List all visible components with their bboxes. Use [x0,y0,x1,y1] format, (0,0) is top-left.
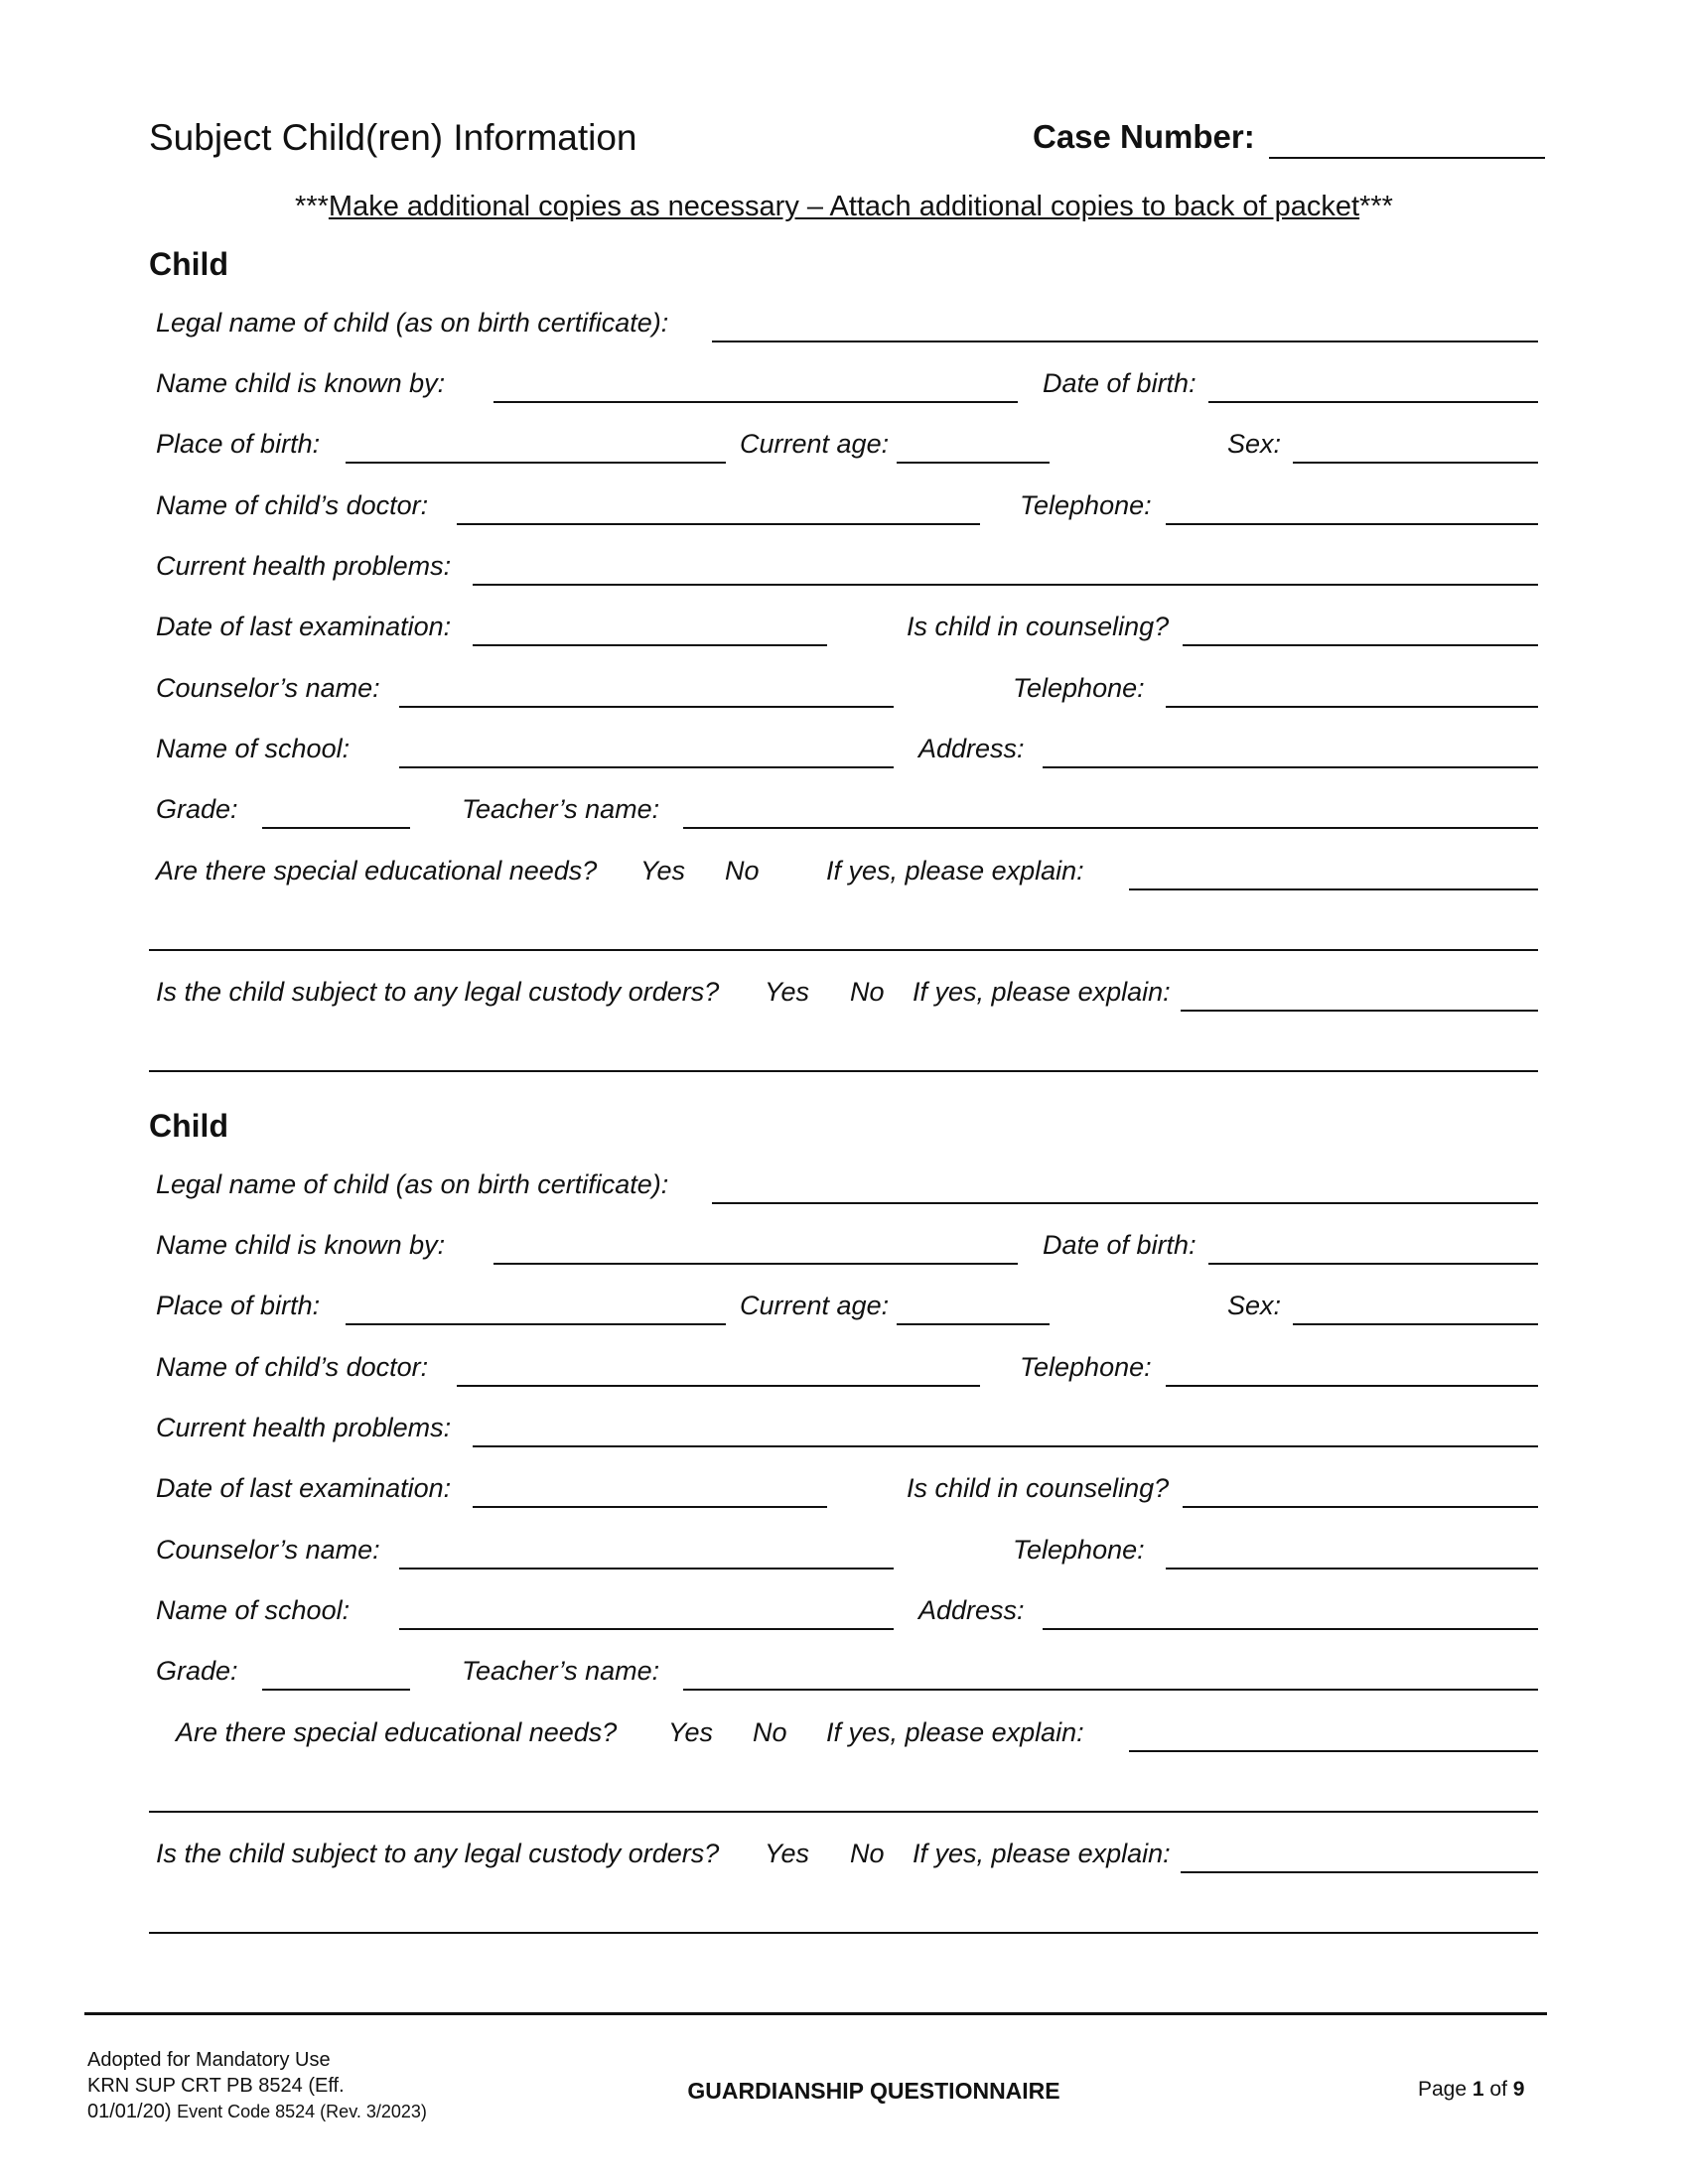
label-custody-yes[interactable]: Yes [765,977,810,1007]
page-number: Page 1 of 9 [1418,2078,1525,2101]
fill-in-line[interactable] [399,706,894,708]
fill-in-line[interactable] [149,1811,1538,1813]
label-counselor-name: Counselor’s name: [156,673,380,703]
label-teacher-name: Teacher’s name: [462,1656,660,1686]
fill-in-line[interactable] [493,1263,1018,1265]
label-known-by: Name child is known by: [156,1230,446,1260]
label-custody-yes[interactable]: Yes [765,1839,810,1868]
label-grade: Grade: [156,794,238,824]
label-in-counseling: Is child in counseling? [907,612,1170,641]
label-custody-explain: If yes, please explain: [913,977,1171,1007]
label-last-exam: Date of last examination: [156,612,452,641]
fill-in-line[interactable] [1293,462,1538,464]
label-special-needs: Are there special educational needs? [176,1717,618,1747]
label-counselor-name: Counselor’s name: [156,1535,380,1565]
child-section-heading: Child [149,246,228,282]
label-custody-orders: Is the child subject to any legal custody orders? [156,977,720,1007]
label-counselor-telephone: Telephone: [1013,1535,1145,1565]
label-address: Address: [918,1595,1025,1625]
label-health-problems: Current health problems: [156,551,452,581]
label-sex: Sex: [1227,429,1282,459]
fill-in-line[interactable] [473,1506,827,1508]
label-school-name: Name of school: [156,734,351,763]
label-custody-no[interactable]: No [850,1839,885,1868]
fill-in-line[interactable] [1183,1506,1538,1508]
fill-in-line[interactable] [897,462,1050,464]
fill-in-line[interactable] [1181,1871,1538,1873]
label-doctor-telephone: Telephone: [1020,1352,1152,1382]
fill-in-line[interactable] [346,462,726,464]
fill-in-line[interactable] [1166,706,1538,708]
fill-in-line[interactable] [399,766,894,768]
case-number-label: Case Number: [1033,118,1255,155]
label-custody-orders: Is the child subject to any legal custody orders? [156,1839,720,1868]
child-section-heading: Child [149,1108,228,1144]
case-number-field[interactable] [1269,157,1545,159]
label-special-explain: If yes, please explain: [826,856,1084,886]
label-health-problems: Current health problems: [156,1413,452,1442]
footer-form-code-line: KRN SUP CRT PB 8524 (Eff. [87,2075,345,2097]
fill-in-line[interactable] [1043,766,1538,768]
label-special-no[interactable]: No [753,1717,787,1747]
fill-in-line[interactable] [1129,888,1538,890]
label-special-yes[interactable]: Yes [668,1717,714,1747]
label-date-of-birth: Date of birth: [1043,368,1196,398]
fill-in-line[interactable] [262,827,410,829]
fill-in-line[interactable] [683,827,1538,829]
label-school-name: Name of school: [156,1595,351,1625]
fill-in-line[interactable] [1166,1568,1538,1570]
fill-in-line[interactable] [1129,1750,1538,1752]
page-title: Subject Child(ren) Information [149,117,637,158]
label-address: Address: [918,734,1025,763]
fill-in-line[interactable] [1293,1323,1538,1325]
fill-in-line[interactable] [473,1445,1538,1447]
footer-adopted-line: Adopted for Mandatory Use [87,2049,331,2071]
fill-in-line[interactable] [262,1689,410,1691]
fill-in-line[interactable] [897,1323,1050,1325]
fill-in-line[interactable] [149,1932,1538,1934]
fill-in-line[interactable] [473,644,827,646]
label-special-needs: Are there special educational needs? [156,856,598,886]
label-in-counseling: Is child in counseling? [907,1473,1170,1503]
label-grade: Grade: [156,1656,238,1686]
label-place-of-birth: Place of birth: [156,429,321,459]
fill-in-line[interactable] [457,523,980,525]
label-custody-explain: If yes, please explain: [913,1839,1171,1868]
fill-in-line[interactable] [399,1568,894,1570]
fill-in-line[interactable] [1181,1010,1538,1012]
fill-in-line[interactable] [149,1070,1538,1072]
fill-in-line[interactable] [1208,1263,1538,1265]
fill-in-line[interactable] [1166,523,1538,525]
fill-in-line[interactable] [493,401,1018,403]
footer-event-code-line: 01/01/20) Event Code 8524 (Rev. 3/2023) [87,2101,427,2122]
label-current-age: Current age: [740,429,890,459]
fill-in-line[interactable] [346,1323,726,1325]
label-special-explain: If yes, please explain: [826,1717,1084,1747]
label-sex: Sex: [1227,1291,1282,1320]
label-special-no[interactable]: No [725,856,760,886]
fill-in-line[interactable] [712,341,1538,342]
fill-in-line[interactable] [1166,1385,1538,1387]
fill-in-line[interactable] [683,1689,1538,1691]
fill-in-line[interactable] [399,1628,894,1630]
copies-notice: ***Make additional copies as necessary – Attach additional copies to back of packet*** [295,191,1393,222]
fill-in-line[interactable] [1208,401,1538,403]
fill-in-line[interactable] [473,584,1538,586]
label-current-age: Current age: [740,1291,890,1320]
label-doctor-telephone: Telephone: [1020,490,1152,520]
label-special-yes[interactable]: Yes [640,856,686,886]
label-place-of-birth: Place of birth: [156,1291,321,1320]
footer-divider [84,2012,1547,2015]
label-legal-name: Legal name of child (as on birth certificate): [156,308,669,338]
label-doctor: Name of child’s doctor: [156,490,429,520]
fill-in-line[interactable] [1183,644,1538,646]
fill-in-line[interactable] [149,949,1538,951]
label-custody-no[interactable]: No [850,977,885,1007]
label-teacher-name: Teacher’s name: [462,794,660,824]
fill-in-line[interactable] [457,1385,980,1387]
fill-in-line[interactable] [712,1202,1538,1204]
label-known-by: Name child is known by: [156,368,446,398]
fill-in-line[interactable] [1043,1628,1538,1630]
label-date-of-birth: Date of birth: [1043,1230,1196,1260]
label-legal-name: Legal name of child (as on birth certificate): [156,1169,669,1199]
footer-form-title: GUARDIANSHIP QUESTIONNAIRE [687,2078,1060,2104]
label-counselor-telephone: Telephone: [1013,673,1145,703]
label-doctor: Name of child’s doctor: [156,1352,429,1382]
label-last-exam: Date of last examination: [156,1473,452,1503]
